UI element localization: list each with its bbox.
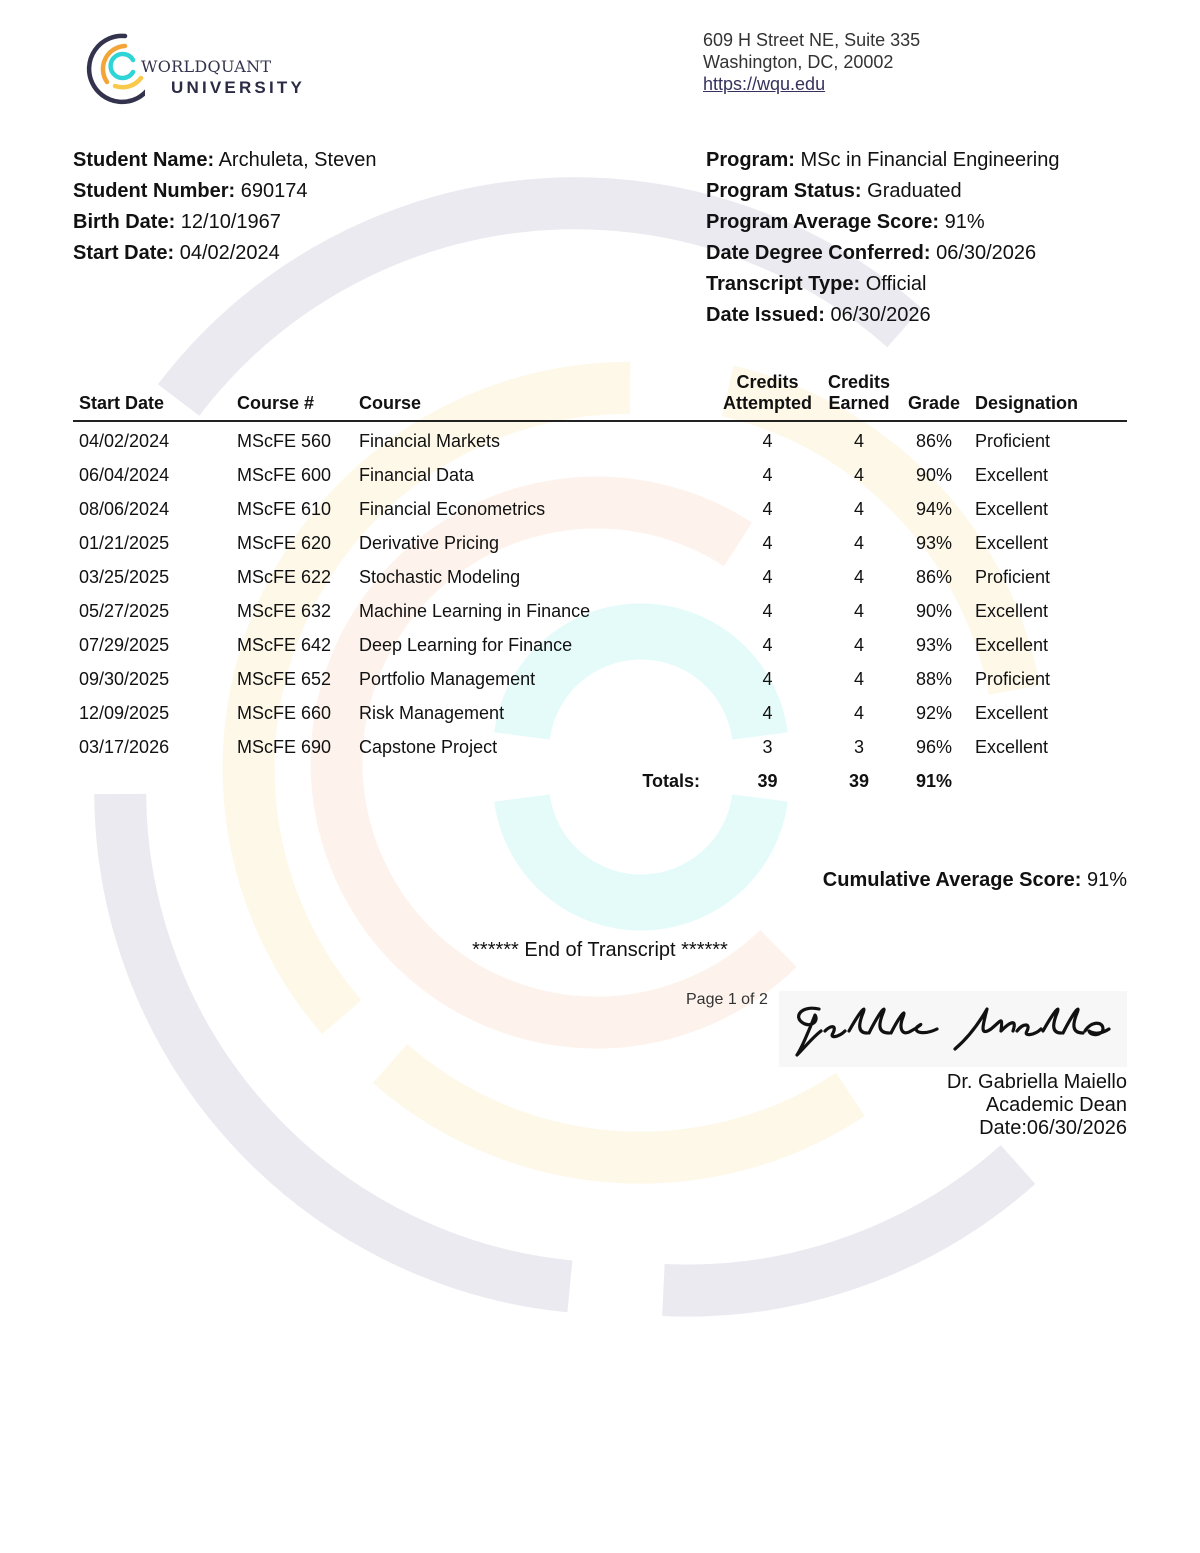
table-row bbox=[73, 696, 1127, 730]
cell-course-number: MScFE 660 bbox=[237, 702, 332, 723]
program-status-label: Program Status: bbox=[706, 180, 862, 202]
cell-credits-attempted: 4 bbox=[762, 532, 773, 553]
dean-name: Dr. Gabriella Maiello bbox=[946, 1071, 1127, 1093]
cell-credits-earned: 4 bbox=[853, 498, 864, 519]
cell-grade: 93% bbox=[915, 634, 953, 655]
program-value: MSc in Financial Engineering bbox=[800, 149, 1060, 171]
table-header-row bbox=[73, 372, 1127, 421]
cell-credits-earned: 4 bbox=[853, 600, 864, 621]
cell-credits-earned: 4 bbox=[853, 634, 864, 655]
course-table bbox=[73, 372, 1127, 798]
logo-rings-icon bbox=[85, 28, 145, 108]
header-course: Course bbox=[353, 372, 710, 421]
student-number-value: 690174 bbox=[240, 180, 308, 202]
cell-grade: 86% bbox=[915, 430, 953, 451]
program-status-value: Graduated bbox=[867, 180, 962, 202]
totals-empty bbox=[969, 764, 1127, 798]
cell-credits-attempted: 4 bbox=[762, 430, 773, 451]
end-of-transcript-note: ****** End of Transcript ****** bbox=[472, 939, 728, 961]
student-number-label: Student Number: bbox=[73, 180, 236, 202]
cell-credits-attempted: 3 bbox=[762, 736, 773, 757]
cell-course-number: MScFE 620 bbox=[237, 532, 332, 553]
address-line-2: Washington, DC, 20002 bbox=[703, 52, 894, 72]
cell-credits-earned: 4 bbox=[853, 464, 864, 485]
cell-credits-earned: 4 bbox=[853, 430, 864, 451]
cell-designation: Excellent bbox=[975, 532, 1049, 553]
cell-grade: 94% bbox=[915, 498, 953, 519]
table-row bbox=[73, 421, 1127, 458]
transcript-type-value: Official bbox=[865, 273, 927, 295]
birth-date-label: Birth Date: bbox=[73, 211, 176, 233]
university-url-link[interactable]: https://wqu.edu bbox=[703, 74, 826, 94]
cell-credits-earned: 4 bbox=[853, 668, 864, 689]
cell-designation: Excellent bbox=[975, 736, 1049, 757]
cell-credits-attempted: 4 bbox=[762, 634, 773, 655]
table-row bbox=[73, 492, 1127, 526]
header-credits-earned-line2: Earned bbox=[828, 393, 890, 413]
cumulative-average-label: Cumulative Average Score: bbox=[822, 869, 1082, 891]
header-credits-attempted-line1: Credits bbox=[736, 372, 799, 392]
student-number-row bbox=[73, 176, 376, 207]
start-date-label: Start Date: bbox=[73, 242, 175, 264]
program-info bbox=[706, 145, 1060, 331]
cell-course-number: MScFE 622 bbox=[237, 566, 332, 587]
cell-credits-attempted: 4 bbox=[762, 600, 773, 621]
header-credits-attempted-line2: Attempted bbox=[723, 393, 812, 413]
cell-designation: Proficient bbox=[975, 430, 1051, 451]
university-address bbox=[703, 29, 920, 95]
cell-credits-earned: 4 bbox=[853, 566, 864, 587]
header-credits-attempted bbox=[710, 372, 819, 421]
signature-date: Date:06/30/2026 bbox=[979, 1117, 1127, 1139]
table-row bbox=[73, 730, 1127, 764]
cell-start-date: 05/27/2025 bbox=[79, 600, 170, 621]
cumulative-average-value: 91% bbox=[1086, 869, 1127, 891]
totals-credits-earned: 39 bbox=[848, 770, 870, 791]
transcript-type-label: Transcript Type: bbox=[706, 273, 861, 295]
date-issued-row bbox=[706, 300, 1060, 331]
cell-course: Financial Markets bbox=[359, 430, 501, 451]
header-course-number: Course # bbox=[231, 372, 353, 421]
cell-course: Stochastic Modeling bbox=[359, 566, 521, 587]
cell-grade: 92% bbox=[915, 702, 953, 723]
cell-course: Machine Learning in Finance bbox=[359, 600, 591, 621]
header-grade: Grade bbox=[893, 372, 969, 421]
cell-designation: Excellent bbox=[975, 634, 1049, 655]
cell-course-number: MScFE 560 bbox=[237, 430, 332, 451]
cell-grade: 93% bbox=[915, 532, 953, 553]
cell-start-date: 01/21/2025 bbox=[79, 532, 170, 553]
cell-course: Financial Data bbox=[359, 464, 475, 485]
header-credits-earned bbox=[819, 372, 893, 421]
cell-course-number: MScFE 652 bbox=[237, 668, 332, 689]
program-average-row bbox=[706, 207, 1060, 238]
transcript-type-row bbox=[706, 269, 1060, 300]
header-credits-earned-line1: Credits bbox=[827, 372, 890, 392]
date-issued-value: 06/30/2026 bbox=[830, 304, 931, 326]
program-average-label: Program Average Score: bbox=[706, 211, 940, 233]
cell-credits-attempted: 4 bbox=[762, 464, 773, 485]
table-row bbox=[73, 560, 1127, 594]
cell-designation: Excellent bbox=[975, 464, 1049, 485]
cell-grade: 96% bbox=[915, 736, 953, 757]
header-designation: Designation bbox=[969, 372, 1127, 421]
student-name-label: Student Name: bbox=[73, 149, 215, 171]
degree-conferred-value: 06/30/2026 bbox=[936, 242, 1037, 264]
program-average-value: 91% bbox=[944, 211, 985, 233]
cell-start-date: 08/06/2024 bbox=[79, 498, 170, 519]
logo-wordmark-bottom: UNIVERSITY bbox=[171, 78, 306, 97]
program-status-row bbox=[706, 176, 1060, 207]
student-name-value: Archuleta, Steven bbox=[218, 149, 377, 171]
program-row bbox=[706, 145, 1060, 176]
logo-wordmark-top: WORLDQUANT bbox=[141, 57, 272, 76]
cell-start-date: 03/17/2026 bbox=[79, 736, 170, 757]
program-label: Program: bbox=[706, 149, 795, 171]
cell-start-date: 03/25/2025 bbox=[79, 566, 170, 587]
degree-conferred-label: Date Degree Conferred: bbox=[706, 242, 931, 264]
cell-designation: Excellent bbox=[975, 702, 1049, 723]
start-date-value: 04/02/2024 bbox=[179, 242, 280, 264]
cell-start-date: 09/30/2025 bbox=[79, 668, 170, 689]
birth-date-row bbox=[73, 207, 376, 238]
cell-course-number: MScFE 610 bbox=[237, 498, 332, 519]
cell-course-number: MScFE 600 bbox=[237, 464, 332, 485]
cell-start-date: 06/04/2024 bbox=[79, 464, 170, 485]
cell-course: Portfolio Management bbox=[359, 668, 536, 689]
totals-grade: 91% bbox=[915, 770, 953, 791]
totals-label: Totals: bbox=[642, 770, 700, 791]
page-number: Page 1 of 2 bbox=[686, 991, 768, 1008]
cell-course: Capstone Project bbox=[359, 736, 498, 757]
degree-conferred-row bbox=[706, 238, 1060, 269]
cell-grade: 86% bbox=[915, 566, 953, 587]
cell-course: Financial Econometrics bbox=[359, 498, 546, 519]
cell-credits-attempted: 4 bbox=[762, 498, 773, 519]
table-row bbox=[73, 628, 1127, 662]
address-line-1: 609 H Street NE, Suite 335 bbox=[703, 30, 921, 50]
cell-credits-attempted: 4 bbox=[762, 668, 773, 689]
totals-row bbox=[73, 764, 1127, 798]
cell-course-number: MScFE 632 bbox=[237, 600, 332, 621]
table-row bbox=[73, 458, 1127, 492]
table-row bbox=[73, 594, 1127, 628]
cell-course-number: MScFE 642 bbox=[237, 634, 332, 655]
header-start-date: Start Date bbox=[73, 372, 231, 421]
cell-credits-earned: 4 bbox=[853, 702, 864, 723]
cell-credits-attempted: 4 bbox=[762, 566, 773, 587]
cell-course: Derivative Pricing bbox=[359, 532, 500, 553]
cell-credits-earned: 3 bbox=[853, 736, 864, 757]
signature-scribble bbox=[779, 991, 1127, 1067]
cell-course-number: MScFE 690 bbox=[237, 736, 332, 757]
birth-date-value: 12/10/1967 bbox=[180, 211, 281, 233]
dean-info bbox=[947, 1071, 1127, 1140]
cell-course: Risk Management bbox=[359, 702, 505, 723]
cumulative-average bbox=[823, 869, 1127, 892]
cell-designation: Excellent bbox=[975, 498, 1049, 519]
dean-signature bbox=[779, 991, 1127, 1067]
cell-grade: 90% bbox=[915, 600, 953, 621]
cell-grade: 90% bbox=[915, 464, 953, 485]
table-row bbox=[73, 662, 1127, 696]
university-logo bbox=[85, 28, 315, 108]
cell-start-date: 12/09/2025 bbox=[79, 702, 170, 723]
watermark-ring-yellow-lower bbox=[390, 1064, 850, 1158]
start-date-row bbox=[73, 238, 376, 269]
dean-title: Academic Dean bbox=[985, 1094, 1127, 1116]
cell-credits-attempted: 4 bbox=[762, 702, 773, 723]
cell-grade: 88% bbox=[915, 668, 953, 689]
cell-designation: Proficient bbox=[975, 566, 1051, 587]
cell-course: Deep Learning for Finance bbox=[359, 634, 573, 655]
cell-credits-earned: 4 bbox=[853, 532, 864, 553]
cell-designation: Proficient bbox=[975, 668, 1051, 689]
table-row bbox=[73, 526, 1127, 560]
cell-start-date: 07/29/2025 bbox=[79, 634, 170, 655]
student-info bbox=[73, 145, 376, 269]
cell-designation: Excellent bbox=[975, 600, 1049, 621]
student-name-row bbox=[73, 145, 376, 176]
totals-credits-attempted: 39 bbox=[757, 770, 778, 791]
date-issued-label: Date Issued: bbox=[706, 304, 825, 326]
cell-start-date: 04/02/2024 bbox=[79, 430, 170, 451]
